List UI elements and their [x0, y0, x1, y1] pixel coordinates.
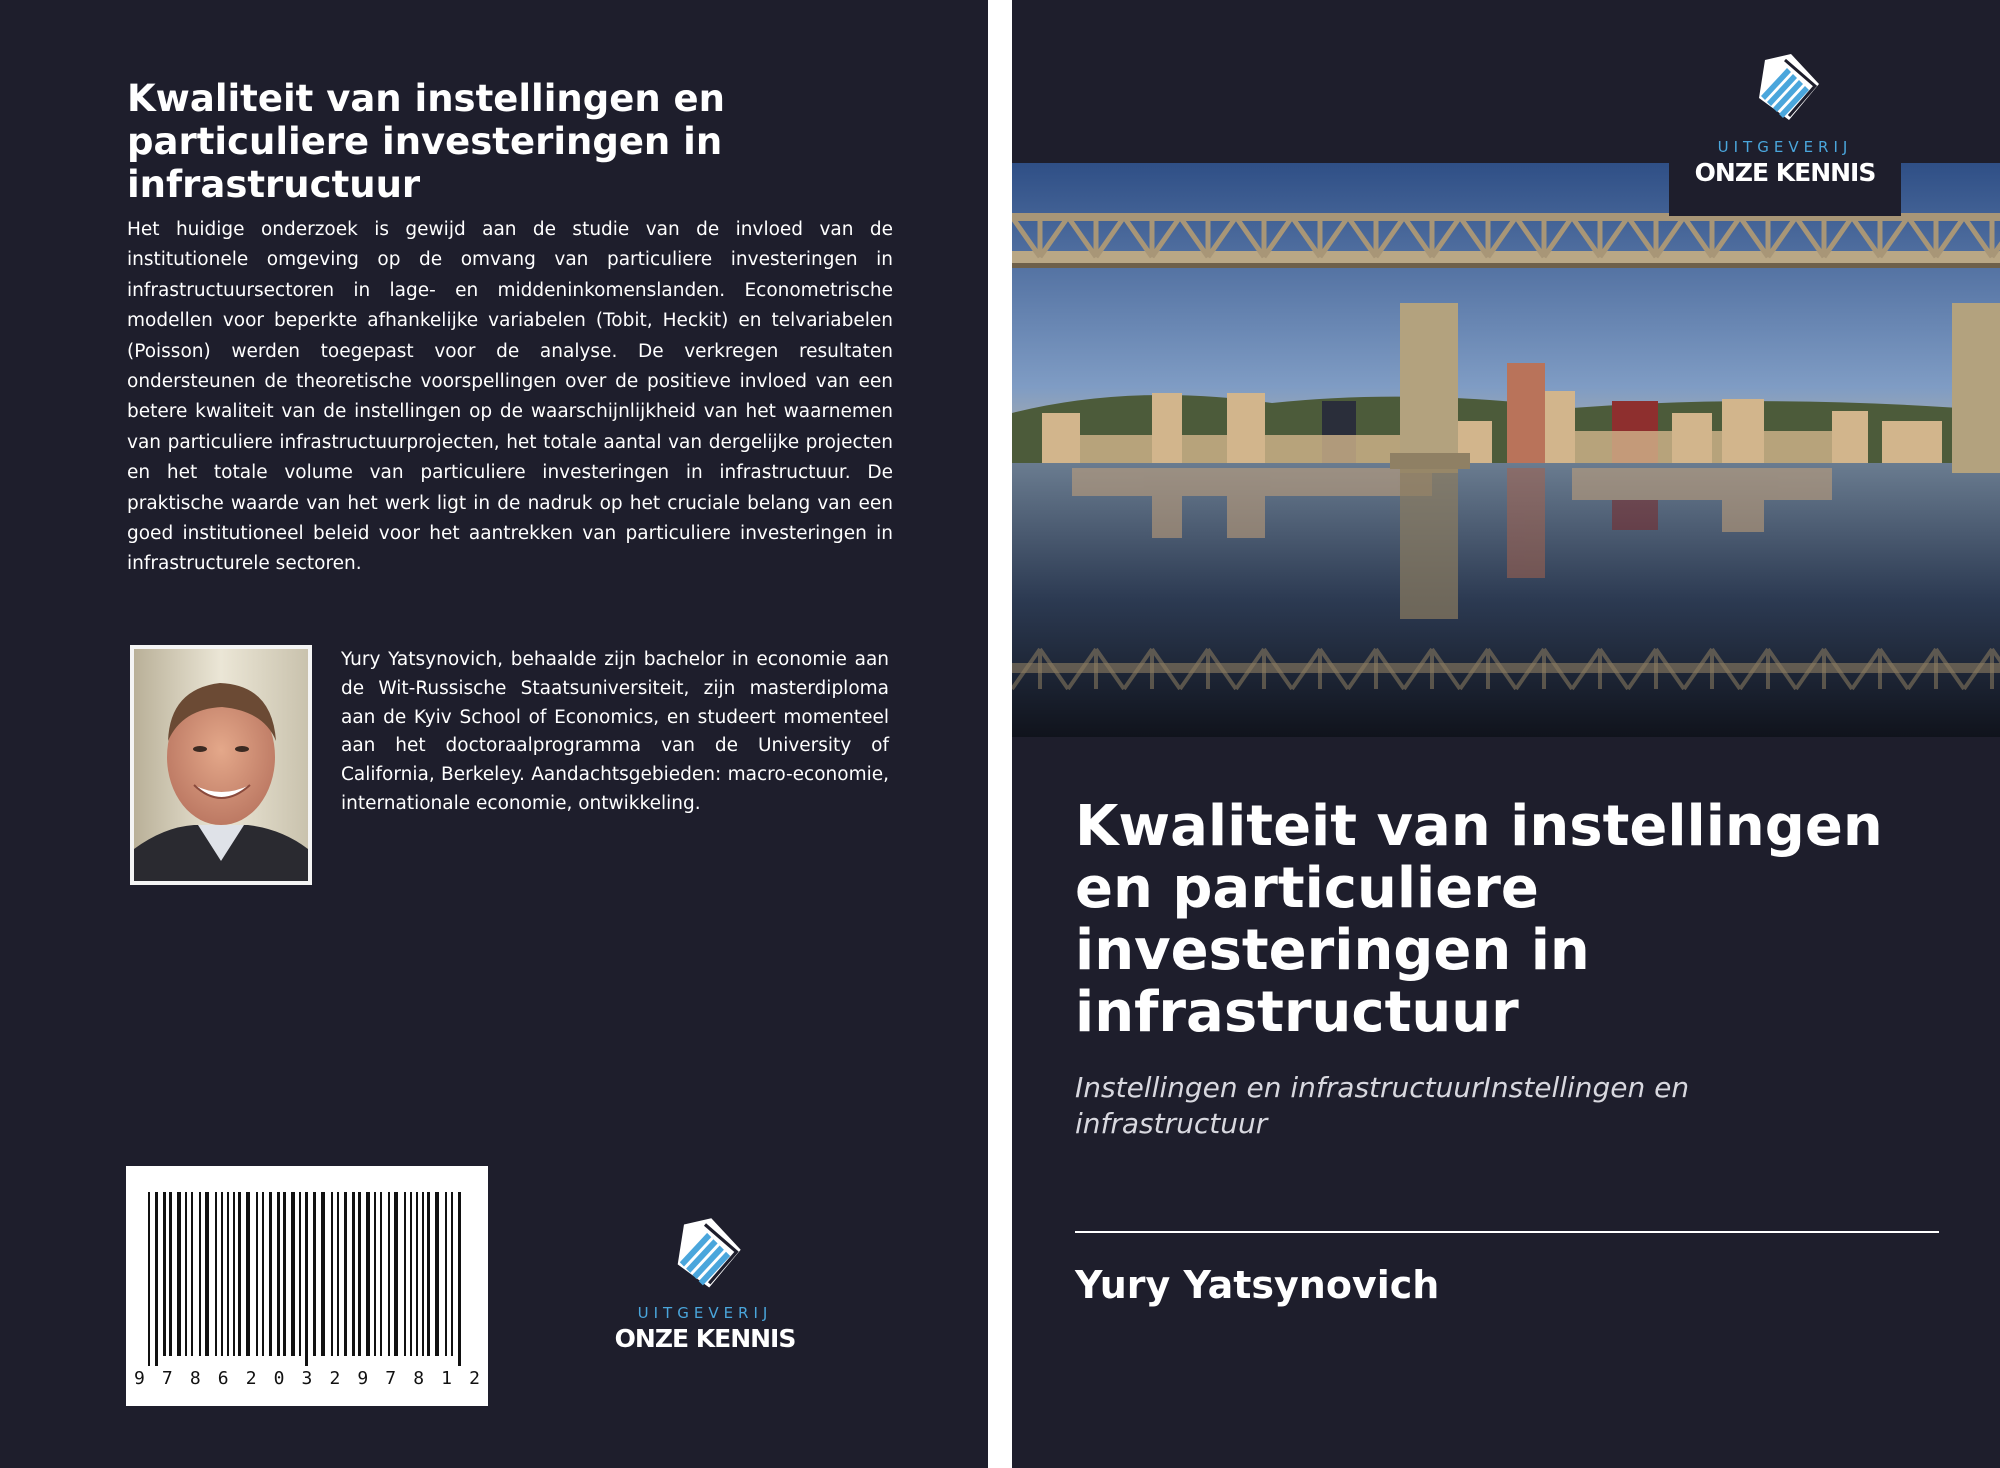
- publisher-name: ONZE KENNIS: [614, 1324, 796, 1353]
- open-book-logo-icon: [663, 1214, 747, 1298]
- publisher-overline: UITGEVERIJ: [1717, 138, 1853, 156]
- isbn-digit: 6: [217, 1368, 229, 1389]
- author-bio: Yury Yatsynovich, behaalde zijn bachelor in economie aan de Wit-Russische Staatsuniversiteit, zijn masterdiploma aan de Kyiv School of Economics, en studeert momenteel aan het doctoraalprogramma van de University of California, Berkeley. Aandachtsgebieden: macro-economie, internationale economie, ontwikkeling.: [341, 649, 889, 814]
- isbn-digit: 7: [385, 1368, 397, 1389]
- author-portrait-icon: [134, 649, 308, 881]
- isbn-digit: 0: [273, 1368, 285, 1389]
- isbn-digit: 3: [301, 1368, 313, 1389]
- divider-line: [1075, 1231, 1939, 1233]
- back-cover-abstract: Het huidige onderzoek is gewijd aan de studie van de invloed van de institutionele omgeving op de omvang van particuliere investeringen in infrastructuursectoren in lage- en middeninkomenslanden. Econometrische modellen voor beperkte afhankelijke variabelen (Tobit, Heckit) en telvariabelen (Poisson) werden toegepast voor de analyse. De verkregen resultaten ondersteunen de theoretische voorspellingen over de positieve invloed van een betere kwaliteit van de instellingen op de waarschijnlijkheid van het waarnemen van particuliere infrastructuurprojecten, het totale aantal van dergelijke projecten en het totale volume van particuliere investeringen in infrastructuur. De praktische waarde van het werk ligt in de nadruk op het cruciale belang van een goed institutioneel beleid voor het aantrekken van particuliere investeringen in infrastructurele sectoren.: [127, 219, 893, 575]
- isbn-digit: 7: [161, 1368, 173, 1389]
- isbn-digit: 9: [134, 1368, 145, 1389]
- isbn-digit: 8: [413, 1368, 425, 1389]
- author-photo: [130, 645, 312, 885]
- front-cover-author: Yury Yatsynovich: [1075, 1263, 1440, 1307]
- isbn-digit: 2: [329, 1368, 341, 1389]
- front-cover: [1012, 0, 2000, 1468]
- back-cover: [0, 0, 988, 1468]
- open-book-logo-icon: [1745, 48, 1825, 132]
- front-cover-title: Kwaliteit van instellingen en particuliere investeringen in infrastructuur: [1075, 794, 1883, 1045]
- isbn-digit: 2: [469, 1368, 480, 1389]
- barcode-bars: [126, 1166, 488, 1366]
- isbn-digit: 8: [189, 1368, 201, 1389]
- front-cover-subtitle: Instellingen en infrastructuurInstellingen en infrastructuur: [1075, 1071, 1690, 1140]
- publisher-logo-back: [600, 1214, 810, 1353]
- isbn-digit: 9: [357, 1368, 369, 1389]
- isbn-digit: 2: [245, 1368, 257, 1389]
- isbn-digit: 1: [441, 1368, 452, 1389]
- publisher-logo-front: [1669, 48, 1901, 216]
- publisher-name: ONZE KENNIS: [1694, 158, 1876, 187]
- isbn-number: [134, 1368, 480, 1389]
- isbn-barcode: [126, 1166, 488, 1406]
- back-cover-title: Kwaliteit van instellingen en particuliere investeringen in infrastructuur: [127, 77, 725, 206]
- cover-photo-bridge: [1012, 163, 2000, 737]
- publisher-overline: UITGEVERIJ: [637, 1304, 773, 1322]
